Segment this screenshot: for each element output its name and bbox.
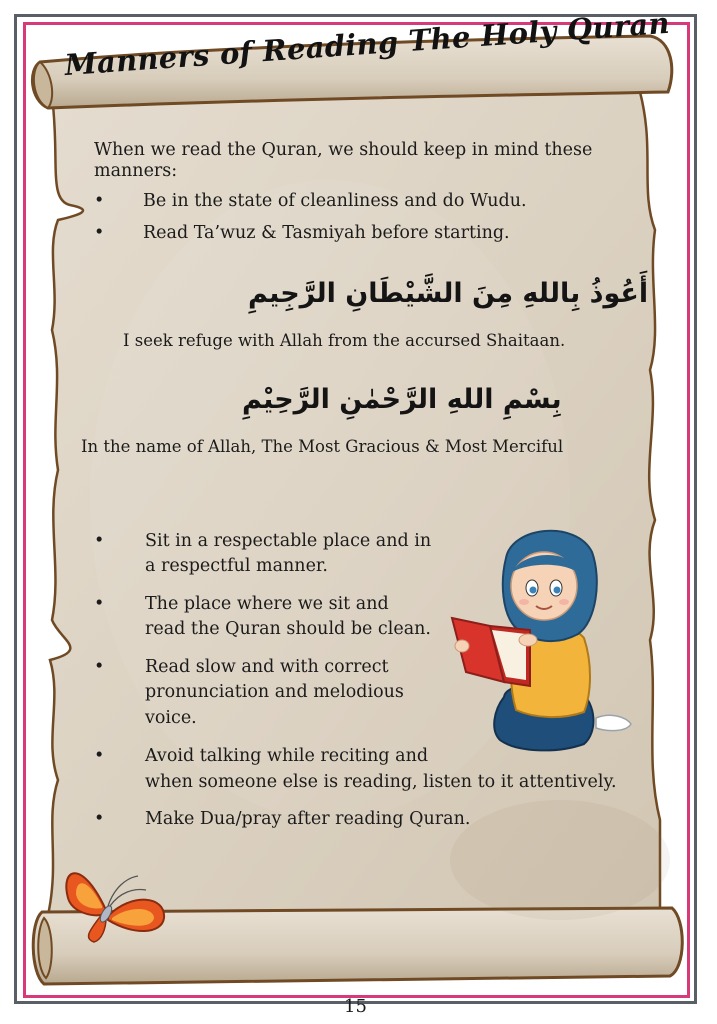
tasmiyah-arabic: بِسْمِ اللهِ الرَّحْمٰنِ الرَّحِيْمِ <box>242 384 562 415</box>
tasmiyah-translation: In the name of Allah, The Most Gracious & Most Merciful <box>81 437 564 456</box>
page-title: Manners of Reading The Holy Quran <box>63 5 671 83</box>
page-number: 15 <box>344 996 367 1017</box>
bullet-dot: • <box>94 746 105 766</box>
bullet-text-line: Sit in a respectable place and in <box>145 531 432 551</box>
bullet-text-line: when someone else is reading, listen to it attentively. <box>145 772 617 792</box>
bullet-text: Read Ta’wuz & Tasmiyah before starting. <box>143 223 510 243</box>
bullet-text-line: Read slow and with correct <box>145 657 389 677</box>
intro-text <box>94 140 634 182</box>
bullet-text-line: pronunciation and melodious <box>145 682 404 702</box>
bullet-text-line: Make Dua/pray after reading Quran. <box>145 809 471 829</box>
bullet-dot: • <box>94 594 105 614</box>
girl-reading-illustration <box>446 522 636 754</box>
bullet-dot: • <box>94 223 105 243</box>
bullet-dot: • <box>94 809 105 829</box>
taawuz-translation: I seek refuge with Allah from the accursed Shaitaan. <box>123 331 566 350</box>
bullet-text-line: a respectful manner. <box>145 556 328 576</box>
bullet-dot: • <box>94 191 105 211</box>
bullet-dot: • <box>94 657 105 677</box>
bullet-text-line: read the Quran should be clean. <box>145 619 431 639</box>
intro-line: manners: <box>94 161 178 181</box>
bullet-dot: • <box>94 531 105 551</box>
bullet-text: Be in the state of cleanliness and do Wudu. <box>143 191 527 211</box>
bullet-text-line: voice. <box>145 708 197 728</box>
taawuz-arabic: أَعُوذُ بِاللهِ مِنَ الشَّيْطَانِ الرَّجِيمِ <box>248 278 649 309</box>
intro-line: When we read the Quran, we should keep in mind these <box>94 140 593 160</box>
bullet-text-line: The place where we sit and <box>145 594 389 614</box>
butterfly-illustration <box>62 848 172 944</box>
bullet-text-line: Avoid talking while reciting and <box>145 746 429 766</box>
